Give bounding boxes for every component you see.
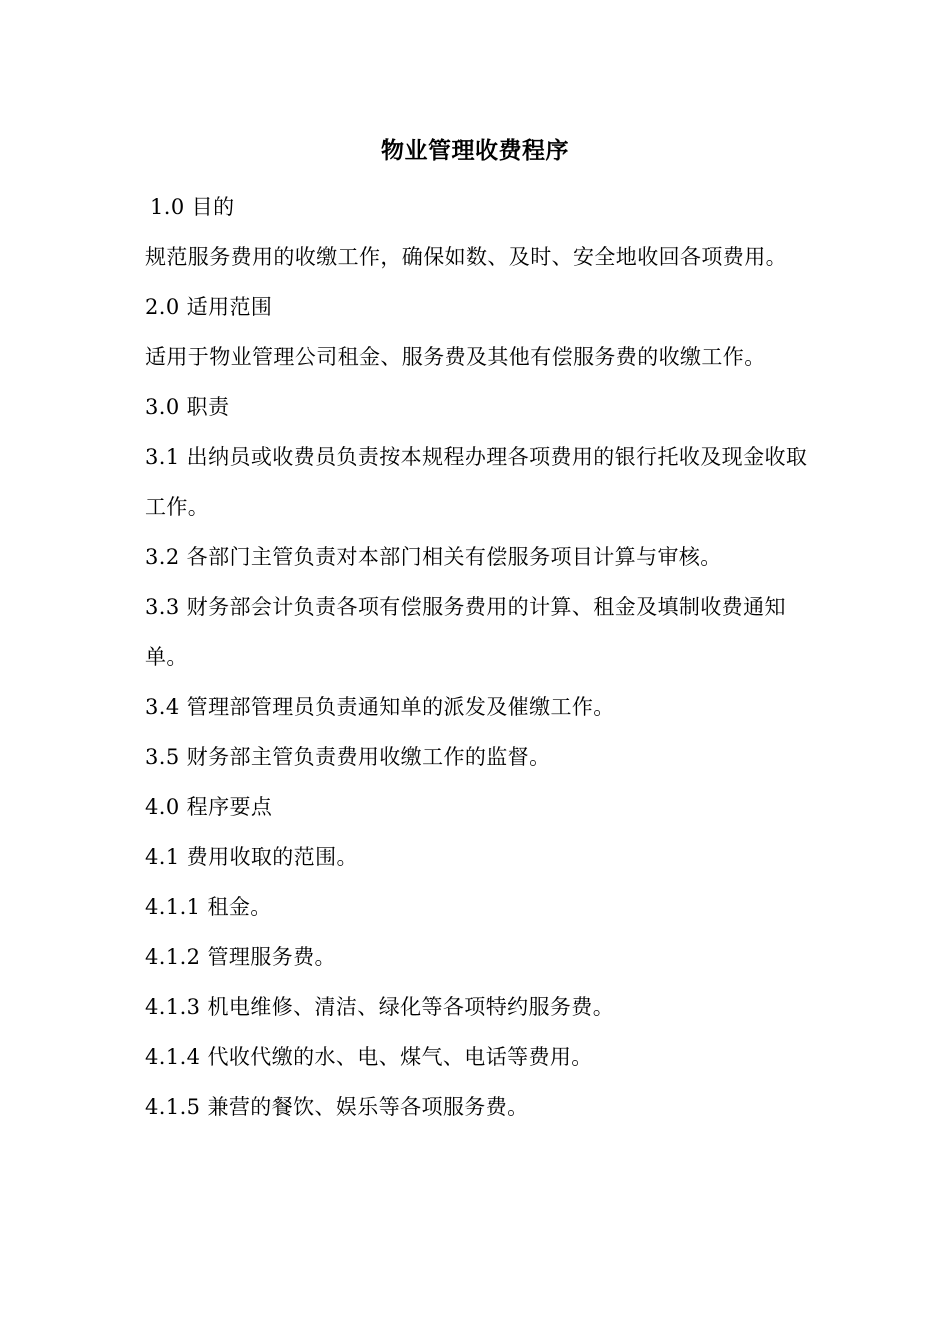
paragraph-procedure-4-1: 4.1 费用收取的范围。: [145, 845, 358, 869]
paragraph-scope: 适用于物业管理公司租金、服务费及其他有偿服务费的收缴工作。: [145, 345, 766, 369]
paragraph-responsibility-3-5: 3.5 财务部主管负责费用收缴工作的监督。: [145, 745, 551, 769]
section-heading-procedure: 4.0 程序要点: [145, 795, 273, 819]
section-heading-responsibilities: 3.0 职责: [145, 395, 230, 419]
paragraph-responsibility-3-2: 3.2 各部门主管负责对本部门相关有偿服务项目计算与审核。: [145, 545, 722, 569]
document-body: [145, 182, 815, 1132]
list-item-4-1-5: 4.1.5 兼营的餐饮、娱乐等各项服务费。: [145, 1095, 529, 1119]
paragraph-purpose: 规范服务费用的收缴工作，确保如数、及时、安全地收回各项费用。: [145, 245, 787, 269]
section-heading-purpose: 1.0 目的: [150, 195, 235, 219]
list-item-4-1-1: 4.1.1 租金。: [145, 895, 272, 919]
document-title: 物业管理收费程序: [381, 137, 569, 164]
list-item-4-1-3: 4.1.3 机电维修、清洁、绿化等各项特约服务费。: [145, 995, 615, 1019]
list-item-4-1-4: 4.1.4 代收代缴的水、电、煤气、电话等费用。: [145, 1045, 593, 1069]
paragraph-responsibility-3-1: 3.1 出纳员或收费员负责按本规程办理各项费用的银行托收及现金收取工作。: [145, 445, 808, 519]
list-item-4-1-2: 4.1.2 管理服务费。: [145, 945, 336, 969]
paragraph-responsibility-3-3: 3.3 财务部会计负责各项有偿服务费用的计算、租金及填制收费通知单。: [145, 595, 786, 669]
section-heading-scope: 2.0 适用范围: [145, 295, 273, 319]
paragraph-responsibility-3-4: 3.4 管理部管理员负责通知单的派发及催缴工作。: [145, 695, 615, 719]
